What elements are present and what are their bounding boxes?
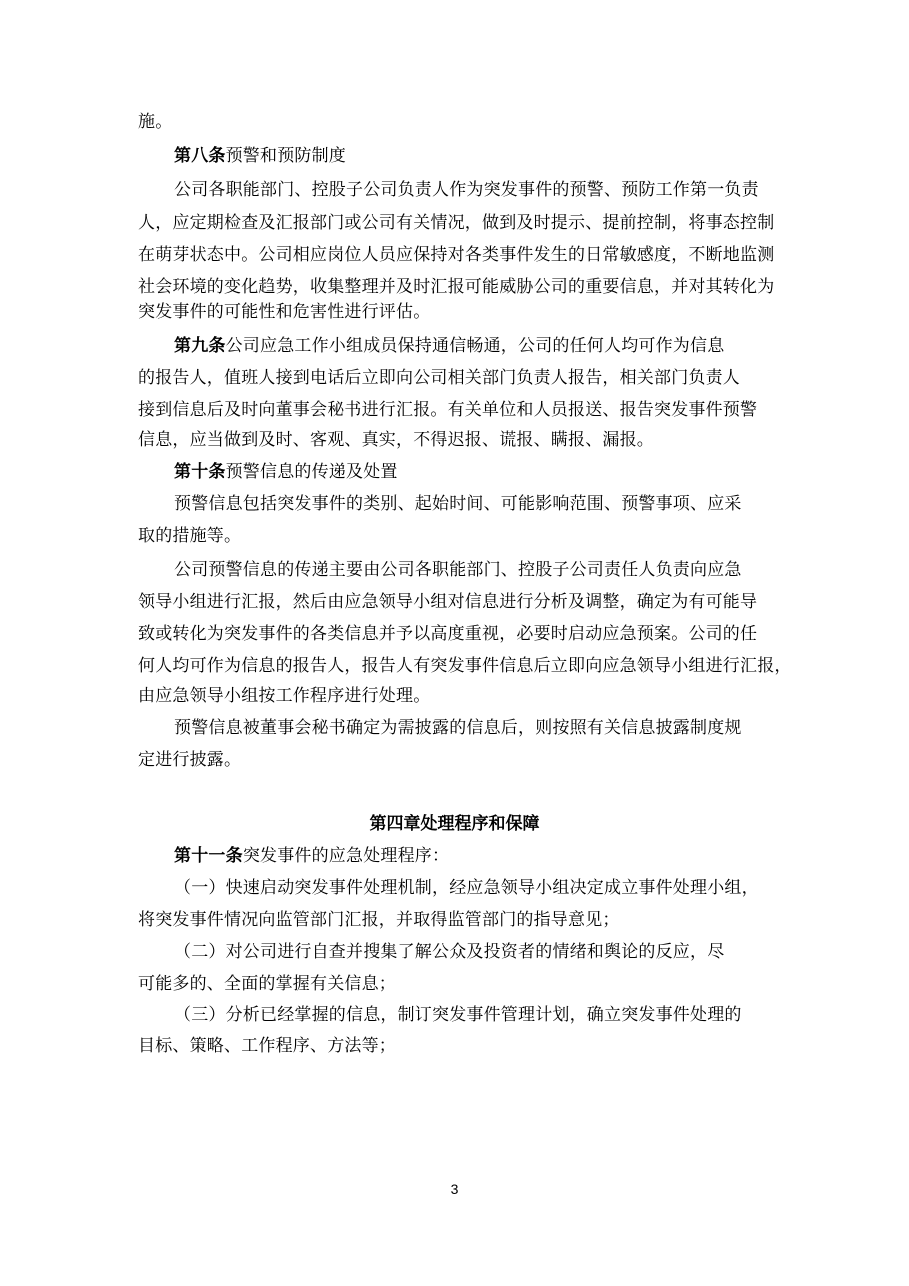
article-10-paragraph — [174, 462, 398, 482]
text-line: 预警信息被董事会秘书确定为需披露的信息后，则按照有关信息披露制度规 — [174, 718, 742, 738]
text-line: 何人均可作为信息的报告人，报告人有突发事件信息后立即向应急领导小组进行汇报， — [138, 656, 792, 676]
article-title: 突发事件的应急处理程序： — [242, 846, 450, 866]
list-item: （一）快速启动突发事件处理机制，经应急领导小组决定成立事件处理小组， — [174, 878, 759, 898]
text-line: 致或转化为突发事件的各类信息并予以高度重视，必要时启动应急预案。公司的任 — [138, 624, 758, 644]
article-9-paragraph — [174, 336, 724, 356]
article-8-paragraph — [174, 146, 346, 166]
text-line: 的报告人，值班人接到电话后立即向公司相关部门负责人报告，相关部门负责人 — [138, 368, 740, 388]
text-line: 公司预警信息的传递主要由公司各职能部门、控股子公司责任人负责向应急 — [174, 560, 742, 580]
text-line: 人，应定期检查及汇报部门或公司有关情况，做到及时提示、提前控制，将事态控制 — [138, 213, 775, 233]
text-line: 领导小组进行汇报，然后由应急领导小组对信息进行分析及调整，确定为有可能导 — [138, 592, 758, 612]
text-line: 施。 — [138, 112, 173, 132]
text-line: 取的措施等。 — [138, 526, 242, 546]
article-title: 预警和预防制度 — [225, 146, 347, 166]
article-label: 第十一条 — [174, 846, 243, 866]
text-line: 可能多的、全面的掌握有关信息； — [138, 974, 396, 994]
article-11-paragraph — [174, 846, 449, 866]
text-line: 接到信息后及时向董事会秘书进行汇报。有关单位和人员报送、报告突发事件预警 — [138, 400, 758, 420]
article-label: 第八条 — [174, 146, 226, 166]
text-line: 目标、策略、工作程序、方法等； — [138, 1036, 396, 1056]
text-line: 公司各职能部门、控股子公司负责人作为突发事件的预警、预防工作第一负责 — [174, 180, 759, 200]
article-text: 公司应急工作小组成员保持通信畅通，公司的任何人均可作为信息 — [225, 336, 725, 356]
article-label: 第九条 — [174, 336, 226, 356]
article-label: 第十条 — [174, 462, 226, 482]
page-number: 3 — [450, 1181, 459, 1197]
text-line: 定进行披露。 — [138, 750, 242, 770]
text-line: 社会环境的变化趋势，收集整理并及时汇报可能威胁公司的重要信息，并对其转化为 — [138, 277, 775, 297]
article-title: 预警信息的传递及处置 — [225, 462, 398, 482]
text-line: 突发事件的可能性和危害性进行评估。 — [138, 302, 431, 322]
list-item: （三）分析已经掌握的信息，制订突发事件管理计划，确立突发事件处理的 — [174, 1005, 742, 1025]
text-line: 信息，应当做到及时、客观、真实，不得迟报、谎报、瞒报、漏报。 — [138, 430, 654, 450]
text-line: 预警信息包括突发事件的类别、起始时间、可能影响范围、预警事项、应采 — [174, 494, 742, 514]
list-item: （二）对公司进行自查并搜集了解公众及投资者的情绪和舆论的反应，尽 — [174, 942, 725, 962]
chapter-heading: 第四章处理程序和保障 — [369, 814, 540, 834]
text-line: 在萌芽状态中。公司相应岗位人员应保持对各类事件发生的日常敏感度，不断地监测 — [138, 245, 775, 265]
text-line: 由应急领导小组按工作程序进行处理。 — [138, 686, 431, 706]
text-line: 将突发事件情况向监管部门汇报，并取得监管部门的指导意见； — [138, 910, 620, 930]
